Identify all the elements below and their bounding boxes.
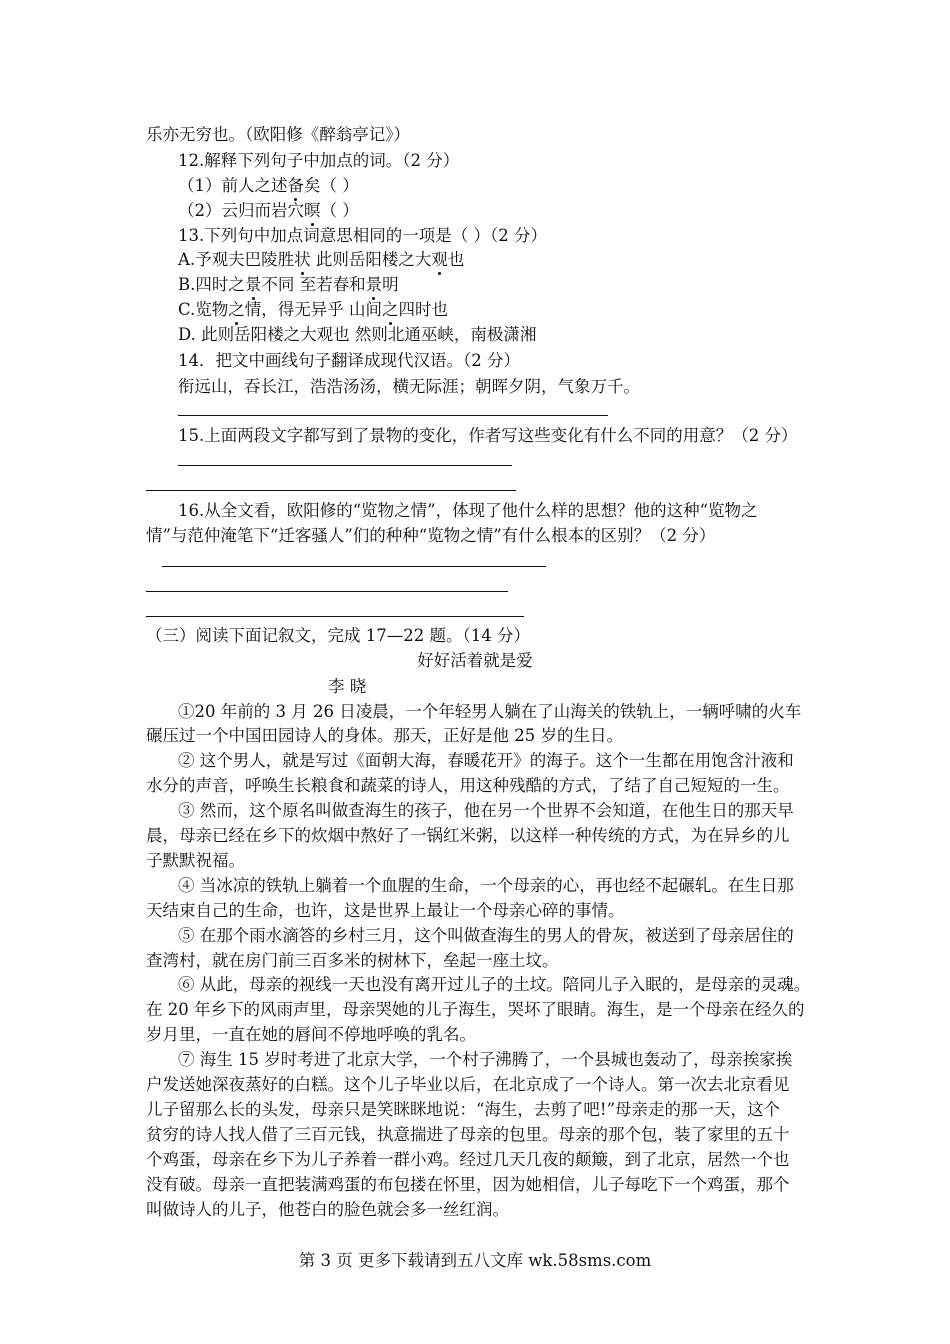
text-line: 乐亦无穷也。（欧阳修《醉翁亭记》） (146, 125, 410, 144)
paragraph-line: 贫穷的诗人找人借了三百元钱，执意揣进了母亲的包里。母亲的那个包，装了家里的五十 (146, 1125, 790, 1144)
dotted-word: 之 (228, 300, 245, 319)
answer-line (146, 490, 516, 491)
article-author: 李 晓 (328, 677, 367, 696)
dotted-word: 景 (365, 275, 383, 294)
question-13-option-c: C.览物之情，得无异乎 山间之四时也 (178, 300, 449, 319)
paragraph-line: ⑥ 从此，母亲的视线一天也没有离开过儿子的土坟。陪同儿子入眠的，是母亲的灵魂。 (178, 975, 811, 994)
paragraph-line: 没有破。母亲一直把装满鸡蛋的布包搂在怀里，因为她相信，儿子每吃下一个鸡蛋，那个 (146, 1175, 790, 1194)
page-footer: 第 3 页 更多下载请到五八文库 wk.58sms.com (298, 1251, 652, 1270)
paragraph-line: ⑤ 在那个雨水滴答的乡村三月，这个叫做查海生的男人的骨灰，被送到了母亲居住的 (178, 926, 794, 945)
dotted-word: 状 (294, 250, 311, 269)
paragraph-line: 碾压过一个中国田园诗人的身体。那天，正好是他 25 岁的生日。 (146, 726, 623, 745)
answer-line (146, 616, 524, 617)
paragraph-line: 晨，母亲已经在乡下的炊烟中熬好了一锅红米粥，以这样一种传统的方式，为在异乡的儿 (146, 826, 790, 845)
paragraph-line: ② 这个男人，就是写过《面朝大海，春暖花开》的海子。这个一生都在用饱含汁液和 (178, 751, 794, 770)
paragraph-line: 儿子留那么长的头发，母亲只是笑眯眯地说：“海生，去剪了吧!”母亲走的那一天，这个 (146, 1100, 781, 1119)
dotted-word: 备 (287, 176, 304, 195)
paragraph-line: ①20 年前的 3 月 26 日凌晨，一个年轻男人躺在了山海关的铁轨上，一辆呼啸的火车 (178, 702, 802, 721)
answer-line (178, 465, 512, 466)
paragraph-line: ④ 当冰凉的铁轨上躺着一个血腥的生命，一个母亲的心，再也经不起碾轧。在生日那 (178, 876, 794, 895)
paragraph-line: 叫做诗人的儿子，他苍白的脸色就会多一丝红润。 (146, 1200, 509, 1219)
question-14: 14．把文中画线句子翻译成现代汉语。（2 分） (178, 351, 520, 370)
question-13-option-a: A.予观夫巴陵胜状 此则岳阳楼之大观也 (178, 250, 465, 269)
paragraph-line: ⑦ 海生 15 岁时考进了北京大学，一个村子沸腾了，一个县城也轰动了，母亲挨家挨 (178, 1050, 793, 1069)
dotted-word: 之 (382, 300, 399, 319)
question-16-line-2: 情”与范仲淹笔下“迁客骚人”们的种种“览物之情”有什么根本的区别？（2 分） (146, 526, 716, 545)
article-title: 好好活着就是爱 (417, 651, 533, 670)
paragraph-line: 在 20 年乡下的风雨声里，母亲哭她的儿子海生，哭坏了眼睛。海生，是一个母亲在经久的 (146, 1000, 805, 1019)
question-14-text: 衔远山，吞长江，浩浩汤汤，横无际涯；朝晖夕阴，气象万千。 (178, 377, 640, 396)
question-12-item-1: （1）前人之述备矣（ ） (178, 176, 359, 195)
paragraph-line: 岁月里，一直在她的唇间不停地呼唤的乳名。 (146, 1025, 476, 1044)
question-13: 13.下列句中加点词意思相同的一项是（ ）（2 分） (178, 226, 547, 245)
paragraph-line: 水分的声音，呼唤生长粮食和蔬菜的诗人，用这种残酷的方式，了结了自己短短的一生。 (146, 776, 790, 795)
dotted-word: 景 (244, 275, 262, 294)
paragraph-line: 个鸡蛋，母亲在乡下为儿子养着一群小鸡。经过几天几夜的颠簸，到了北京，居然一个也 (146, 1150, 790, 1169)
question-13-option-d: D. 此则岳阳楼之大观也 然则北通巫峡，南极潇湘 (178, 325, 537, 344)
answer-line (162, 566, 546, 567)
paragraph-line: ③ 然而，这个原名叫做查海生的孩子，他在另一个世界不会知道，在他生日的那天早 (178, 801, 794, 820)
dotted-word: 观 (431, 250, 448, 269)
answer-line (178, 415, 608, 416)
paragraph-line: 天结束自己的生命，也许，这是世界上最让一个母亲心碎的事情。 (146, 901, 625, 920)
question-12-item-2: （2）云归而岩穴暝（ ） (178, 201, 359, 220)
answer-line (146, 591, 508, 592)
paragraph-line: 户发送她深夜蒸好的白糕。这个儿子毕业以后，在北京成了一个诗人。第一次去北京看见 (146, 1075, 790, 1094)
section-3-heading: （三）阅读下面记叙文，完成 17—22 题。（14 分） (146, 626, 530, 645)
question-13-option-b: B.四时之景不同 至若春和景明 (178, 275, 399, 294)
paragraph-line: 查湾村，就在房门前三百多米的树林下，垒起一座土坟。 (146, 951, 559, 970)
question-15: 15.上面两段文字都写到了景物的变化，作者写这些变化有什么不同的用意？（2 分） (178, 426, 798, 445)
question-16-line-1: 16.从全文看，欧阳修的“览物之情”，体现了他什么样的思想？他的这种“览物之 (178, 501, 758, 520)
question-12: 12.解释下列句子中加点的词。（2 分） (178, 151, 460, 170)
dotted-word: 暝 (304, 201, 321, 220)
paragraph-line: 子默默祝福。 (146, 851, 245, 870)
